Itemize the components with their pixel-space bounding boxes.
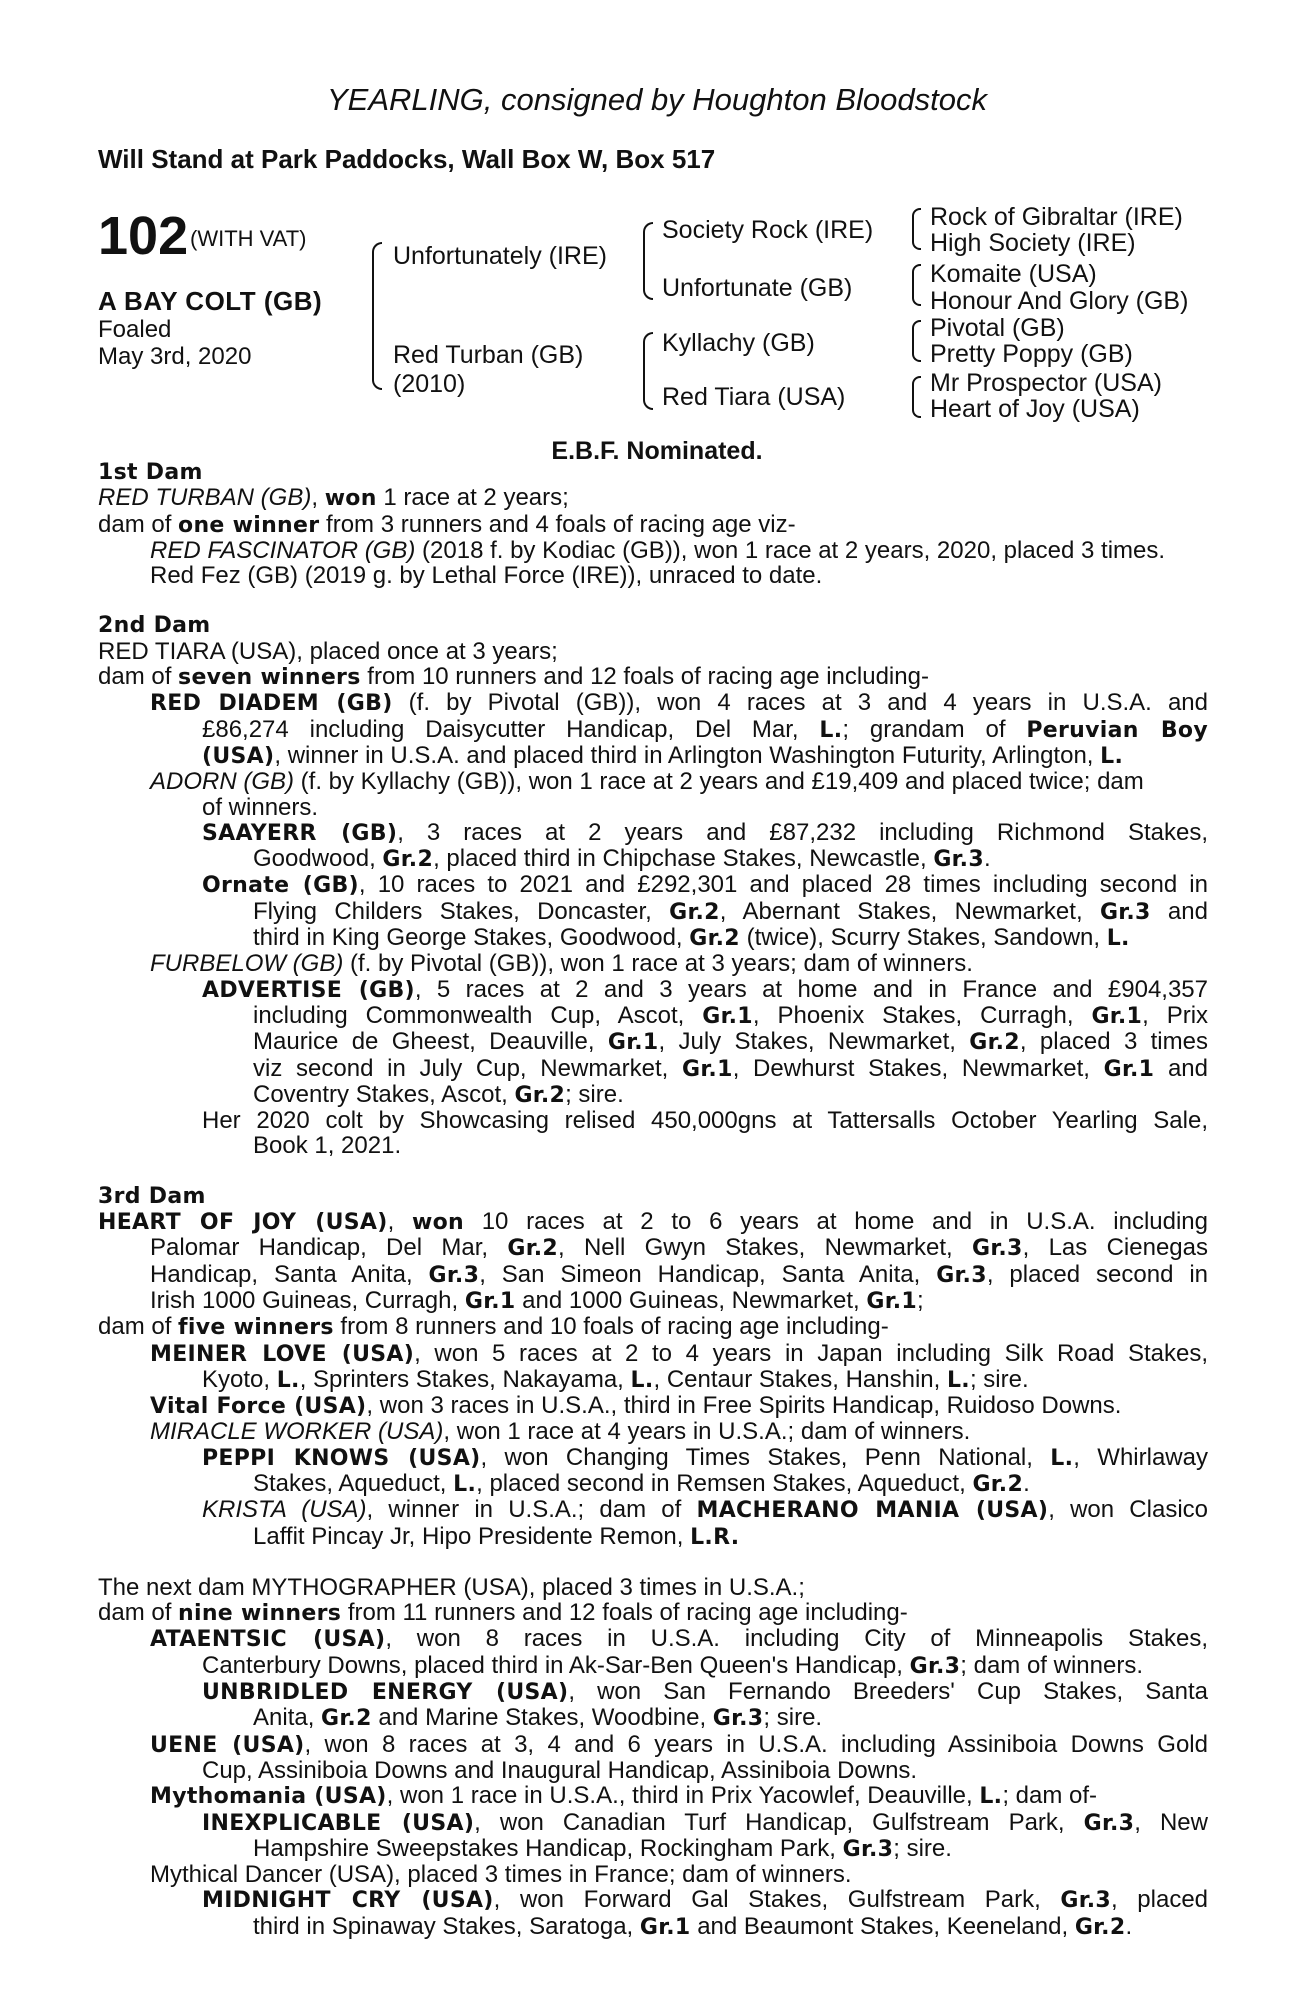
text-run: UENE (USA) xyxy=(150,1732,305,1758)
sire-sire-name: Society Rock (IRE) xyxy=(662,216,874,244)
produce-entry xyxy=(98,951,1208,976)
text-run: UNBRIDLED ENERGY (USA) xyxy=(202,1680,569,1706)
text-run: , 5 races at 2 and 3 years at home and in France and £904,357 xyxy=(414,975,1209,1003)
text-run: , Abernant Stakes, Newmarket, xyxy=(719,897,1100,925)
produce-entry-cont xyxy=(98,846,1208,872)
text-run: , Whirlaway xyxy=(1073,1443,1208,1471)
produce-entry xyxy=(98,538,1208,563)
produce-entry xyxy=(98,1341,1208,1367)
text-run: Gr.3 xyxy=(842,1836,894,1862)
produce-entry xyxy=(98,1810,1208,1836)
text-run: dam of xyxy=(98,510,179,538)
text-run: dam of xyxy=(98,1599,179,1627)
text-run: Coventry Stakes, Ascot, xyxy=(253,1080,515,1108)
text-run: Peruvian Boy xyxy=(1026,717,1208,743)
text-run: , won 3 races in U.S.A., third in Free Spirits Handicap, Ruidoso Downs. xyxy=(366,1392,1122,1420)
text-run: L. xyxy=(1106,926,1130,952)
produce-entry: Red Fez (GB) (2019 g. by Lethal Force (IRE)), unraced to date. xyxy=(150,562,823,590)
text-run: , San Simeon Handicap, Santa Anita, xyxy=(479,1260,937,1288)
catalogue-header: YEARLING, consigned by Houghton Bloodstock xyxy=(327,82,987,117)
third-dam-line xyxy=(98,1209,1208,1235)
text-run: ADORN (GB) xyxy=(150,768,294,796)
text-run: RED FASCINATOR (GB) xyxy=(150,536,416,564)
stand-location: Will Stand at Park Paddocks, Wall Box W, Box 517 xyxy=(98,144,716,174)
pedigree-brace-4 xyxy=(912,208,921,250)
text-run: Gr.1 xyxy=(639,1914,691,1940)
text-run: ; sire. xyxy=(969,1365,1029,1393)
text-run: , xyxy=(311,484,325,512)
text-run: MACHERANO MANIA (USA) xyxy=(696,1498,1049,1524)
text-run: , winner in U.S.A. and placed third in Arlington Washington Futurity, Arlington, xyxy=(274,741,1101,769)
text-run: , Nell Gwyn Stakes, Newmarket, xyxy=(558,1234,972,1262)
pedigree-brace-3 xyxy=(643,332,653,410)
text-run: Gr.1 xyxy=(464,1288,516,1314)
produce-entry-cont xyxy=(98,1524,1208,1550)
text-run: Gr.1 xyxy=(866,1288,917,1314)
text-run: , Phoenix Stakes, Curragh, xyxy=(752,1001,1092,1029)
text-run: , Las Cienegas xyxy=(1022,1234,1208,1262)
text-run: Gr.2 xyxy=(507,1236,558,1262)
text-run: L. xyxy=(819,717,843,743)
text-run: and xyxy=(1154,1054,1208,1082)
third-dam-line-cont xyxy=(98,1262,1208,1288)
text-run: Gr.3 xyxy=(1060,1888,1112,1914)
text-run: won xyxy=(324,486,377,512)
produce-entry xyxy=(98,1887,1208,1913)
text-run: Gr.1 xyxy=(682,1056,733,1082)
text-run: Gr.3 xyxy=(909,1653,961,1679)
text-run: Goodwood, xyxy=(253,845,383,873)
produce-entry-cont xyxy=(98,743,1208,769)
foaled-date: May 3rd, 2020 xyxy=(98,343,252,370)
produce-entry xyxy=(98,769,1208,794)
text-run: (twice), Scurry Stakes, Sandown, xyxy=(739,924,1107,952)
text-run: , won Clasico xyxy=(1048,1496,1208,1524)
pedigree-brace-5 xyxy=(912,264,921,306)
produce-entry xyxy=(98,1679,1208,1705)
text-run: and Beaumont Stakes, Keeneland, xyxy=(690,1912,1075,1940)
dam-dam-name: Red Tiara (USA) xyxy=(662,383,846,411)
first-dam-line xyxy=(98,485,1208,511)
produce-entry-cont xyxy=(98,1836,1208,1862)
produce-entry xyxy=(98,1626,1208,1652)
produce-entry: Mythical Dancer (USA), placed 3 times in France; dam of winners. xyxy=(150,1861,852,1889)
text-run: ; sire. xyxy=(893,1834,952,1862)
text-run: third in King George Stakes, Goodwood, xyxy=(253,924,690,952)
produce-entry xyxy=(98,1445,1208,1471)
text-run: ; sire. xyxy=(565,1080,624,1108)
text-run: Gr.3 xyxy=(712,1706,764,1732)
text-run: Gr.3 xyxy=(933,847,984,873)
text-run: 1 race at 2 years; xyxy=(376,484,569,512)
text-run: , Dewhurst Stakes, Newmarket, xyxy=(732,1054,1104,1082)
produce-entry xyxy=(98,1393,1208,1419)
text-run: Gr.2 xyxy=(514,1082,566,1108)
produce-entry-cont xyxy=(98,717,1208,743)
text-run: Gr.2 xyxy=(382,847,434,873)
produce-entry-cont xyxy=(98,899,1208,925)
lot-name: A BAY COLT (GB) xyxy=(98,286,323,316)
text-run: , 3 races at 2 years and £87,232 including Richmond Stakes, xyxy=(397,818,1208,846)
granddam-6: Pretty Poppy (GB) xyxy=(930,340,1133,368)
produce-entry xyxy=(98,977,1208,1003)
text-run: L. xyxy=(1100,743,1124,769)
text-run: seven winners xyxy=(178,665,361,691)
produce-entry xyxy=(98,690,1208,716)
pedigree-brace-2 xyxy=(643,222,653,300)
text-run: , winner in U.S.A.; dam of xyxy=(366,1496,697,1524)
text-run: Gr.3 xyxy=(936,1262,987,1288)
grandsire-7: Mr Prospector (USA) xyxy=(930,369,1162,397)
text-run: Canterbury Downs, placed third in Ak-Sar-Ben Queen's Handicap, xyxy=(202,1651,910,1679)
text-run: , won 8 races at 3, 4 and 6 years in U.S.A. including Assiniboia Downs Gold xyxy=(304,1730,1208,1758)
text-run: Kyoto, xyxy=(202,1365,277,1393)
text-run: Gr.2 xyxy=(972,1471,1024,1497)
text-run: (USA) xyxy=(202,743,275,769)
text-run: RED DIADEM (GB) xyxy=(150,691,393,717)
text-run: Gr.1 xyxy=(1103,1056,1155,1082)
text-run: Gr.1 xyxy=(607,1030,659,1056)
text-run: , July Stakes, Newmarket, xyxy=(658,1028,970,1056)
text-run: MIDNIGHT CRY (USA) xyxy=(202,1888,494,1914)
text-run: nine winners xyxy=(178,1601,342,1627)
produce-entry-cont xyxy=(98,1082,1208,1108)
text-run: Stakes, Aqueduct, xyxy=(253,1469,454,1497)
vat-note: (WITH VAT) xyxy=(190,226,307,251)
text-run: Gr.3 xyxy=(1099,899,1151,925)
text-run: L. xyxy=(1050,1445,1074,1471)
dam-year: (2010) xyxy=(393,370,466,398)
text-run: Gr.3 xyxy=(428,1262,480,1288)
text-run: 10 races at 2 to 6 years at home and in U.S.A. including xyxy=(463,1208,1208,1236)
text-run: , New xyxy=(1134,1808,1208,1836)
produce-entry xyxy=(98,1732,1208,1758)
produce-entry-cont xyxy=(98,1471,1208,1497)
produce-entry xyxy=(98,1783,1208,1809)
pedigree-brace-7 xyxy=(912,376,921,418)
text-run: ADVERTISE (GB) xyxy=(202,977,415,1003)
text-run: PEPPI KNOWS (USA) xyxy=(202,1445,481,1471)
text-run: Anita, xyxy=(253,1704,322,1732)
sire-name: Unfortunately (IRE) xyxy=(393,242,607,270)
section-gap xyxy=(98,1159,1208,1184)
grandsire-1: Rock of Gibraltar (IRE) xyxy=(930,203,1183,231)
text-run: . xyxy=(1023,1469,1030,1497)
text-run: Flying Childers Stakes, Doncaster, xyxy=(253,897,670,925)
next-dam-line: The next dam MYTHOGRAPHER (USA), placed 3 times in U.S.A.; xyxy=(98,1573,805,1601)
text-run: Gr.1 xyxy=(1091,1003,1143,1029)
second-dam-produce-summary xyxy=(98,664,1208,690)
text-run: , Centaur Stakes, Hanshin, xyxy=(653,1365,947,1393)
text-run: ; sire. xyxy=(763,1704,823,1732)
third-dam-heading: 3rd Dam xyxy=(98,1183,206,1209)
text-run: , 10 races to 2021 and £292,301 and placed 28 times including second in xyxy=(358,871,1208,899)
ebf-nomination: E.B.F. Nominated. xyxy=(551,437,763,465)
text-run: Gr.3 xyxy=(1083,1810,1135,1836)
produce-entry-cont xyxy=(98,1003,1208,1029)
text-run: . xyxy=(983,845,991,873)
text-run: Gr.2 xyxy=(1074,1914,1126,1940)
text-run: MEINER LOVE (USA) xyxy=(150,1341,415,1367)
text-run: FURBELOW (GB) xyxy=(150,950,344,978)
dam-sire-name: Kyllachy (GB) xyxy=(662,329,815,357)
text-run: ; grandam of xyxy=(842,715,1027,743)
text-run: (f. by Pivotal (GB)), won 4 races at 3 and 4 years in U.S.A. and xyxy=(392,689,1209,717)
text-run: L. xyxy=(276,1367,300,1393)
produce-entry-cont: of winners. xyxy=(202,793,319,821)
text-run: and 1000 Guineas, Newmarket, xyxy=(515,1286,867,1314)
text-run: dam of xyxy=(98,1313,179,1341)
foaled-label: Foaled xyxy=(98,316,172,343)
produce-entry-cont xyxy=(98,1914,1208,1940)
text-run: L. xyxy=(630,1367,654,1393)
produce-entry-cont xyxy=(98,1705,1208,1731)
text-run: third in Spinaway Stakes, Saratoga, xyxy=(253,1912,640,1940)
lot-number: 102 xyxy=(98,206,189,266)
produce-entry xyxy=(98,872,1208,898)
text-run: from 8 runners and 10 foals of racing age including- xyxy=(333,1313,889,1341)
text-run: L. xyxy=(453,1471,477,1497)
second-dam-line: RED TIARA (USA), placed once at 3 years; xyxy=(98,637,558,665)
section-gap xyxy=(98,588,1208,613)
produce-entry xyxy=(98,820,1208,846)
produce-entry xyxy=(98,1497,1208,1523)
text-run: from 10 runners and 12 foals of racing age including- xyxy=(360,663,929,691)
text-run: five winners xyxy=(178,1315,334,1341)
text-run: , won Canadian Turf Handicap, Gulfstream Park, xyxy=(474,1808,1084,1836)
text-run: , won Changing Times Stakes, Penn National, xyxy=(480,1443,1051,1471)
text-run: one winner xyxy=(178,512,320,538)
text-run: Handicap, Santa Anita, xyxy=(150,1260,429,1288)
first-dam-name: RED TURBAN (GB) xyxy=(98,484,312,512)
text-run: Maurice de Gheest, Deauville, xyxy=(253,1028,608,1056)
produce-entry-cont: Cup, Assiniboia Downs and Inaugural Handicap, Assiniboia Downs. xyxy=(202,1756,918,1784)
text-run: Laffit Pincay Jr, Hipo Presidente Remon, xyxy=(253,1522,691,1550)
first-dam-heading: 1st Dam xyxy=(98,460,203,485)
text-run: L.R. xyxy=(690,1524,740,1550)
text-run: , placed 3 times xyxy=(1019,1028,1208,1056)
produce-entry-cont xyxy=(98,1029,1208,1055)
next-dam-produce-summary xyxy=(98,1600,1208,1626)
text-run: Gr.1 xyxy=(702,1003,753,1029)
text-run: (2018 f. by Kodiac (GB)), won 1 race at 2 years, 2020, placed 3 times. xyxy=(415,536,1166,564)
text-run: Hampshire Sweepstakes Handicap, Rockingham Park, xyxy=(253,1834,843,1862)
text-run: . xyxy=(1125,1912,1133,1940)
produce-entry: Her 2020 colt by Showcasing relised 450,000gns at Tattersalls October Yearling Sale, xyxy=(202,1107,1208,1135)
text-run: , placed xyxy=(1111,1886,1209,1914)
text-run: , won 1 race in U.S.A., third in Prix Yacowlef, Deauville, xyxy=(386,1782,980,1810)
catalogue-body xyxy=(98,460,1208,1940)
sire-dam-name: Unfortunate (GB) xyxy=(662,274,853,302)
second-dam-heading: 2nd Dam xyxy=(98,613,211,639)
third-dam-line-cont xyxy=(98,1288,1208,1314)
text-run: INEXPLICABLE (USA) xyxy=(202,1810,475,1836)
text-run: Ornate (GB) xyxy=(202,873,359,899)
granddam-4: Honour And Glory (GB) xyxy=(930,287,1189,315)
section-gap xyxy=(98,1550,1208,1575)
text-run: ; dam of- xyxy=(1002,1782,1098,1810)
text-run: viz second in July Cup, Newmarket, xyxy=(253,1054,683,1082)
text-run: Palomar Handicap, Del Mar, xyxy=(150,1234,508,1262)
text-run: L. xyxy=(979,1784,1003,1810)
text-run: SAAYERR (GB) xyxy=(202,820,398,846)
text-run: , xyxy=(387,1208,412,1236)
text-run: , placed third in Chipchase Stakes, Newcastle, xyxy=(433,845,934,873)
text-run: won xyxy=(411,1210,464,1236)
text-run: Irish 1000 Guineas, Curragh, xyxy=(150,1286,465,1314)
text-run: , placed second in Remsen Stakes, Aqueduct, xyxy=(476,1469,973,1497)
text-run: including Commonwealth Cup, Ascot, xyxy=(253,1001,703,1029)
text-run: HEART OF JOY (USA) xyxy=(98,1210,388,1236)
text-run: Vital Force (USA) xyxy=(150,1394,367,1420)
text-run: from 11 runners and 12 foals of racing age including- xyxy=(341,1599,908,1627)
text-run: , Sprinters Stakes, Nakayama, xyxy=(299,1365,631,1393)
text-run: Gr.3 xyxy=(971,1236,1023,1262)
text-run: dam of xyxy=(98,663,179,691)
text-run: Gr.2 xyxy=(669,899,720,925)
text-run: from 3 runners and 4 foals of racing age viz- xyxy=(319,510,796,538)
text-run: ATAENTSIC (USA) xyxy=(150,1627,386,1653)
first-dam-produce-summary xyxy=(98,512,1208,538)
text-run: ; xyxy=(916,1286,924,1314)
text-run: , won San Fernando Breeders' Cup Stakes, Santa xyxy=(568,1678,1208,1706)
text-run: KRISTA (USA) xyxy=(202,1496,367,1524)
text-run: Gr.2 xyxy=(969,1030,1020,1056)
third-dam-produce-summary xyxy=(98,1314,1208,1340)
dam-name: Red Turban (GB) xyxy=(393,341,584,369)
text-run: , placed second in xyxy=(986,1260,1208,1288)
text-run: MIRACLE WORKER (USA) xyxy=(150,1418,444,1446)
text-run: , won Forward Gal Stakes, Gulfstream Park, xyxy=(493,1886,1061,1914)
text-run: , won 1 race at 4 years in U.S.A.; dam of winners. xyxy=(443,1418,971,1446)
third-dam-line-cont xyxy=(98,1235,1208,1261)
text-run: , Prix xyxy=(1142,1001,1209,1029)
text-run: , won 8 races in U.S.A. including City of Minneapolis Stakes, xyxy=(385,1625,1208,1653)
text-run: and Marine Stakes, Woodbine, xyxy=(371,1704,713,1732)
text-run: Gr.2 xyxy=(689,926,740,952)
text-run: (f. by Kyllachy (GB)), won 1 race at 2 years and £19,409 and placed twice; dam xyxy=(294,768,1144,796)
produce-entry-cont xyxy=(98,1056,1208,1082)
text-run: Gr.2 xyxy=(321,1706,372,1732)
produce-entry-cont xyxy=(98,1367,1208,1393)
granddam-8: Heart of Joy (USA) xyxy=(930,395,1140,423)
text-run: L. xyxy=(946,1367,970,1393)
produce-entry-cont xyxy=(98,925,1208,951)
grandsire-3: Komaite (USA) xyxy=(930,260,1097,288)
produce-entry xyxy=(98,1419,1208,1444)
text-run: (f. by Pivotal (GB)), won 1 race at 3 years; dam of winners. xyxy=(343,950,973,978)
produce-entry-cont: Book 1, 2021. xyxy=(253,1132,402,1160)
text-run: , won 5 races at 2 to 4 years in Japan including Silk Road Stakes, xyxy=(414,1339,1209,1367)
pedigree-brace-1 xyxy=(372,242,382,390)
text-run: and xyxy=(1150,897,1208,925)
text-run: £86,274 including Daisycutter Handicap, Del Mar, xyxy=(202,715,820,743)
granddam-2: High Society (IRE) xyxy=(930,229,1136,257)
produce-entry-cont xyxy=(98,1653,1208,1679)
grandsire-5: Pivotal (GB) xyxy=(930,314,1065,342)
pedigree-brace-6 xyxy=(912,320,921,362)
text-run: ; dam of winners. xyxy=(960,1651,1144,1679)
text-run: Mythomania (USA) xyxy=(150,1784,387,1810)
